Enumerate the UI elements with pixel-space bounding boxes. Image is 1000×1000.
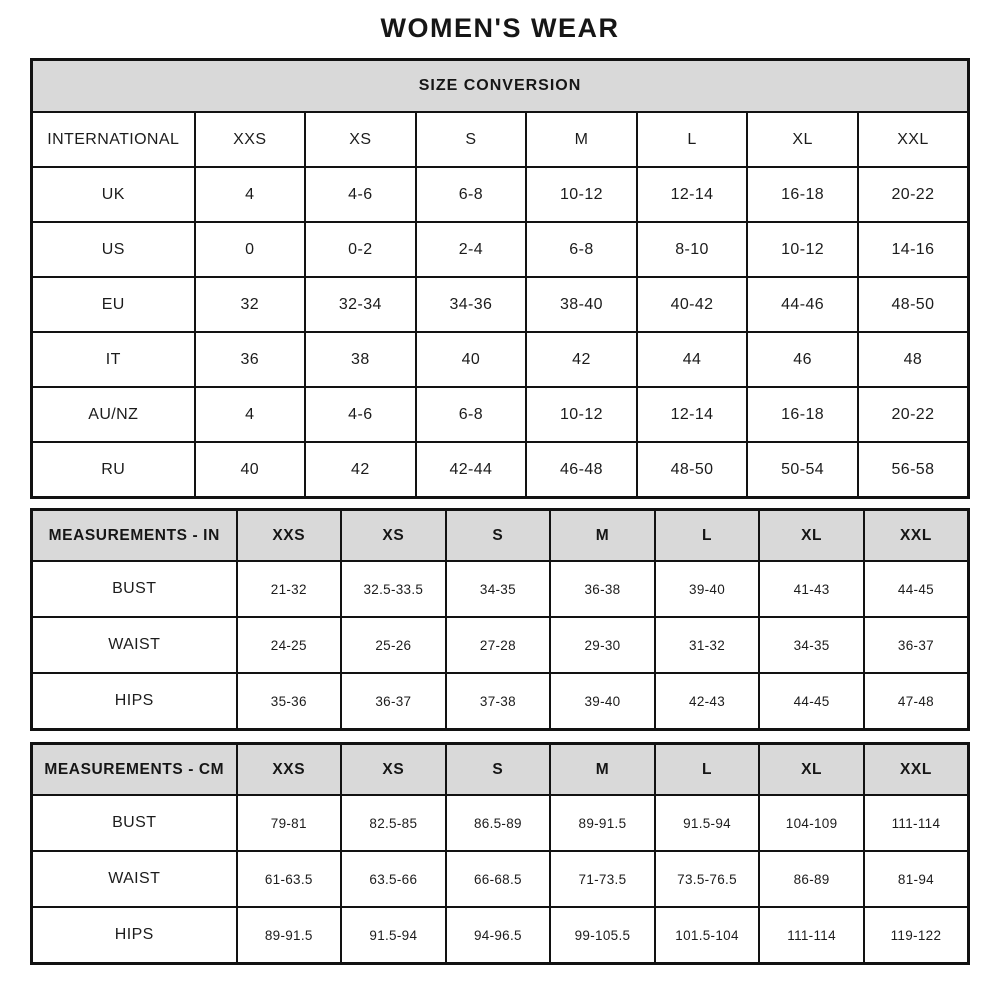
table-row: [32, 907, 969, 964]
measurement-value: 111-114: [759, 907, 864, 964]
column-header-xxs: XXS: [195, 112, 306, 167]
size-conversion-columns-row: [32, 112, 969, 167]
size-value: 0: [195, 222, 306, 277]
size-value: 20-22: [858, 167, 969, 222]
measurement-value: 42-43: [655, 673, 760, 730]
column-header-s: S: [416, 112, 527, 167]
table-row: [32, 222, 969, 277]
measurement-value: 63.5-66: [341, 851, 446, 907]
measurement-value: 27-28: [446, 617, 551, 673]
row-label-bust: BUST: [32, 561, 237, 617]
size-conversion-title: SIZE CONVERSION: [32, 60, 969, 113]
size-value: 42: [305, 442, 416, 498]
size-value: 38: [305, 332, 416, 387]
measurement-value: 37-38: [446, 673, 551, 730]
measurement-value: 29-30: [550, 617, 655, 673]
measurement-value: 35-36: [237, 673, 342, 730]
measurement-value: 81-94: [864, 851, 969, 907]
measurement-value: 36-37: [341, 673, 446, 730]
size-value: 6-8: [416, 387, 527, 442]
size-value: 4: [195, 387, 306, 442]
measurements-cm-table: [30, 742, 970, 965]
size-conversion-table: [30, 58, 970, 499]
size-value: 36: [195, 332, 306, 387]
measurement-value: 101.5-104: [655, 907, 760, 964]
column-header-m: M: [550, 510, 655, 562]
measurement-value: 82.5-85: [341, 795, 446, 851]
measurements-cm-body: [32, 744, 969, 964]
row-label-hips: HIPS: [32, 907, 237, 964]
table-row: [32, 795, 969, 851]
measurement-value: 21-32: [237, 561, 342, 617]
row-label-ru: RU: [32, 442, 195, 498]
measurement-value: 39-40: [550, 673, 655, 730]
measurement-value: 89-91.5: [237, 907, 342, 964]
size-value: 46: [747, 332, 858, 387]
table-row: [32, 332, 969, 387]
size-value: 14-16: [858, 222, 969, 277]
column-header-xxl: XXL: [858, 112, 969, 167]
row-label-hips: HIPS: [32, 673, 237, 730]
size-value: 34-36: [416, 277, 527, 332]
column-header-l: L: [655, 744, 760, 796]
measurement-value: 71-73.5: [550, 851, 655, 907]
size-value: 50-54: [747, 442, 858, 498]
measurements-cm-title: MEASUREMENTS - CM: [32, 744, 237, 796]
measurement-value: 111-114: [864, 795, 969, 851]
column-header-m: M: [526, 112, 637, 167]
size-value: 40: [416, 332, 527, 387]
column-header-s: S: [446, 744, 551, 796]
table-row: [32, 561, 969, 617]
size-value: 16-18: [747, 387, 858, 442]
size-value: 8-10: [637, 222, 748, 277]
column-header-l: L: [637, 112, 748, 167]
measurements-in-body: [32, 510, 969, 730]
measurement-value: 91.5-94: [341, 907, 446, 964]
size-value: 42-44: [416, 442, 527, 498]
row-label-aunz: AU/NZ: [32, 387, 195, 442]
measurement-value: 44-45: [759, 673, 864, 730]
measurement-value: 24-25: [237, 617, 342, 673]
measurement-value: 66-68.5: [446, 851, 551, 907]
measurement-value: 25-26: [341, 617, 446, 673]
measurement-value: 79-81: [237, 795, 342, 851]
size-value: 48-50: [637, 442, 748, 498]
row-label-it: IT: [32, 332, 195, 387]
table-row: [32, 277, 969, 332]
size-value: 32: [195, 277, 306, 332]
size-value: 2-4: [416, 222, 527, 277]
size-value: 4-6: [305, 387, 416, 442]
column-header-xs: XS: [341, 744, 446, 796]
table-row: [32, 442, 969, 498]
size-conversion-banner-row: [32, 60, 969, 113]
measurement-value: 119-122: [864, 907, 969, 964]
size-value: 42: [526, 332, 637, 387]
measurement-value: 94-96.5: [446, 907, 551, 964]
row-label-eu: EU: [32, 277, 195, 332]
size-value: 56-58: [858, 442, 969, 498]
measurement-value: 34-35: [446, 561, 551, 617]
row-label-waist: WAIST: [32, 851, 237, 907]
column-header-l: L: [655, 510, 760, 562]
size-value: 4-6: [305, 167, 416, 222]
size-value: 6-8: [416, 167, 527, 222]
measurement-value: 61-63.5: [237, 851, 342, 907]
column-header-m: M: [550, 744, 655, 796]
table-row: [32, 167, 969, 222]
size-value: 10-12: [526, 387, 637, 442]
size-value: 4: [195, 167, 306, 222]
size-value: 48: [858, 332, 969, 387]
table-row: [32, 673, 969, 730]
column-header-xs: XS: [305, 112, 416, 167]
column-header-international: INTERNATIONAL: [32, 112, 195, 167]
table-row: [32, 617, 969, 673]
size-value: 32-34: [305, 277, 416, 332]
size-value: 10-12: [747, 222, 858, 277]
table-row: [32, 387, 969, 442]
measurements-cm-header-row: [32, 744, 969, 796]
size-value: 20-22: [858, 387, 969, 442]
measurement-value: 39-40: [655, 561, 760, 617]
column-header-xl: XL: [759, 744, 864, 796]
measurement-value: 86.5-89: [446, 795, 551, 851]
row-label-bust: BUST: [32, 795, 237, 851]
measurement-value: 91.5-94: [655, 795, 760, 851]
column-header-xxl: XXL: [864, 510, 969, 562]
size-value: 16-18: [747, 167, 858, 222]
size-value: 44-46: [747, 277, 858, 332]
page-title: WOMEN'S WEAR: [380, 13, 620, 43]
size-value: 46-48: [526, 442, 637, 498]
row-label-waist: WAIST: [32, 617, 237, 673]
size-value: 48-50: [858, 277, 969, 332]
measurement-value: 99-105.5: [550, 907, 655, 964]
measurements-in-table: [30, 508, 970, 731]
measurement-value: 86-89: [759, 851, 864, 907]
measurement-value: 89-91.5: [550, 795, 655, 851]
size-value: 0-2: [305, 222, 416, 277]
measurement-value: 104-109: [759, 795, 864, 851]
column-header-xs: XS: [341, 510, 446, 562]
row-label-uk: UK: [32, 167, 195, 222]
size-value: 12-14: [637, 387, 748, 442]
measurements-in-title: MEASUREMENTS - IN: [32, 510, 237, 562]
column-header-xl: XL: [747, 112, 858, 167]
column-header-xxl: XXL: [864, 744, 969, 796]
measurement-value: 44-45: [864, 561, 969, 617]
size-value: 40: [195, 442, 306, 498]
measurement-value: 31-32: [655, 617, 760, 673]
column-header-s: S: [446, 510, 551, 562]
size-value: 38-40: [526, 277, 637, 332]
measurement-value: 73.5-76.5: [655, 851, 760, 907]
column-header-xl: XL: [759, 510, 864, 562]
measurement-value: 36-38: [550, 561, 655, 617]
column-header-xxs: XXS: [237, 510, 342, 562]
size-value: 12-14: [637, 167, 748, 222]
size-value: 10-12: [526, 167, 637, 222]
measurements-in-header-row: [32, 510, 969, 562]
size-value: 44: [637, 332, 748, 387]
table-row: [32, 851, 969, 907]
measurement-value: 47-48: [864, 673, 969, 730]
size-value: 40-42: [637, 277, 748, 332]
size-value: 6-8: [526, 222, 637, 277]
row-label-us: US: [32, 222, 195, 277]
measurement-value: 36-37: [864, 617, 969, 673]
measurement-value: 34-35: [759, 617, 864, 673]
measurement-value: 32.5-33.5: [341, 561, 446, 617]
size-conversion-body: [32, 60, 969, 498]
column-header-xxs: XXS: [237, 744, 342, 796]
measurement-value: 41-43: [759, 561, 864, 617]
